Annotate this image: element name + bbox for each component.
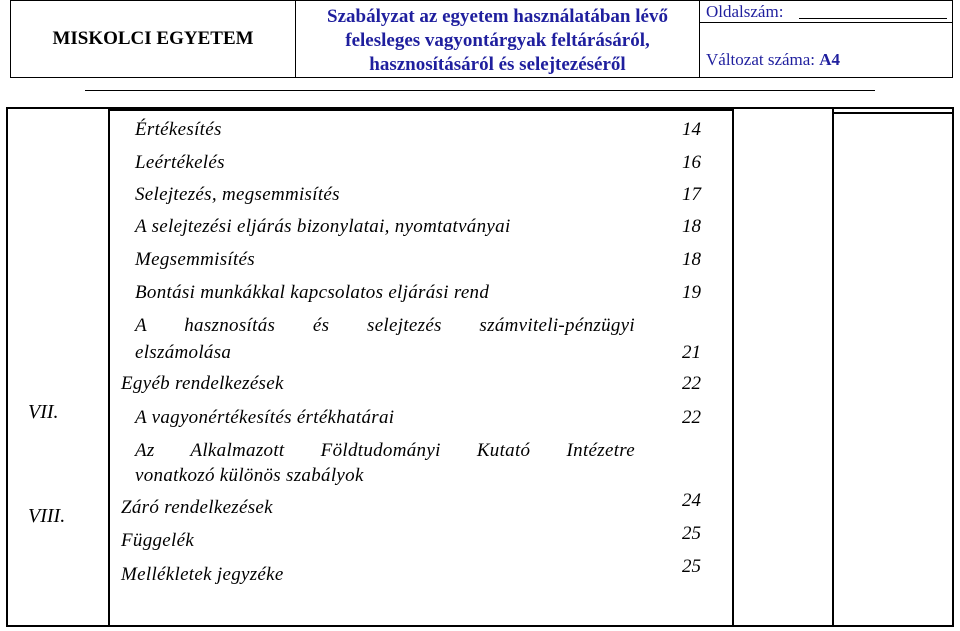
toc-entry: Egyéb rendelkezések [121,373,284,394]
toc-page-number: 17 [682,184,701,205]
toc-page-number: 24 [682,490,701,511]
toc-entry: A vagyonértékesítés értékhatárai [135,407,395,428]
toc-entry: Függelék [121,530,195,551]
header-divider [85,90,875,91]
version-value: A4 [819,50,841,69]
toc-page-number: 19 [682,282,701,303]
column-divider [108,109,110,625]
title-line-2: felesleges vagyontárgyak feltárásáról, [345,30,650,51]
section-viii-label: VIII. [28,505,66,527]
document-meta [700,1,953,77]
toc-page-number: 16 [682,152,701,173]
page-number-field [799,3,947,19]
toc-entry: Záró rendelkezések [121,497,273,518]
toc-entry: Bontási munkákkal kapcsolatos eljárási rend [135,282,490,303]
column-divider [832,109,834,625]
toc-entry-line-1: A hasznosítás és selejtezés számviteli-pénzügyi [135,315,635,336]
document-header [10,0,953,78]
document-title [296,1,700,77]
toc-entry-line-2: elszámolása [135,342,232,363]
row-divider [834,112,952,114]
organization-name: MISKOLCI EGYETEM [11,1,296,77]
toc-page-number: 25 [682,523,701,544]
toc-table [6,107,954,627]
toc-page-number: 22 [682,373,701,394]
row-divider [108,109,734,111]
toc-page-number: 14 [682,119,701,140]
toc-page-number: 18 [682,216,701,237]
section-vii-label: VII. [28,401,59,423]
toc-page-number: 21 [682,342,701,363]
title-line-1: Szabályzat az egyetem használatában lévő [327,6,668,27]
title-line-3: hasznosításáról és selejtezéséről [369,54,626,75]
toc-page-number: 25 [682,556,701,577]
page-number-row [700,1,953,23]
column-divider [732,109,734,625]
version-label: Változat száma: [706,50,816,69]
toc-entry-line-1: Az Alkalmazott Földtudományi Kutató Intézetre [135,440,635,461]
toc-entry: Leértékelés [135,152,225,173]
version-row [700,23,953,78]
toc-entry: Megsemmisítés [135,249,255,270]
page-number-label: Oldalszám: [706,2,784,21]
toc-entry: Selejtezés, megsemmisítés [135,184,340,205]
toc-entry: A selejtezési eljárás bizonylatai, nyomtatványai [135,216,511,237]
toc-entry: Mellékletek jegyzéke [121,564,284,585]
toc-page-number: 22 [682,407,701,428]
toc-page-number: 18 [682,249,701,270]
toc-entry: Értékesítés [135,119,222,140]
toc-entry-line-2: vonatkozó különös szabályok [135,465,364,486]
